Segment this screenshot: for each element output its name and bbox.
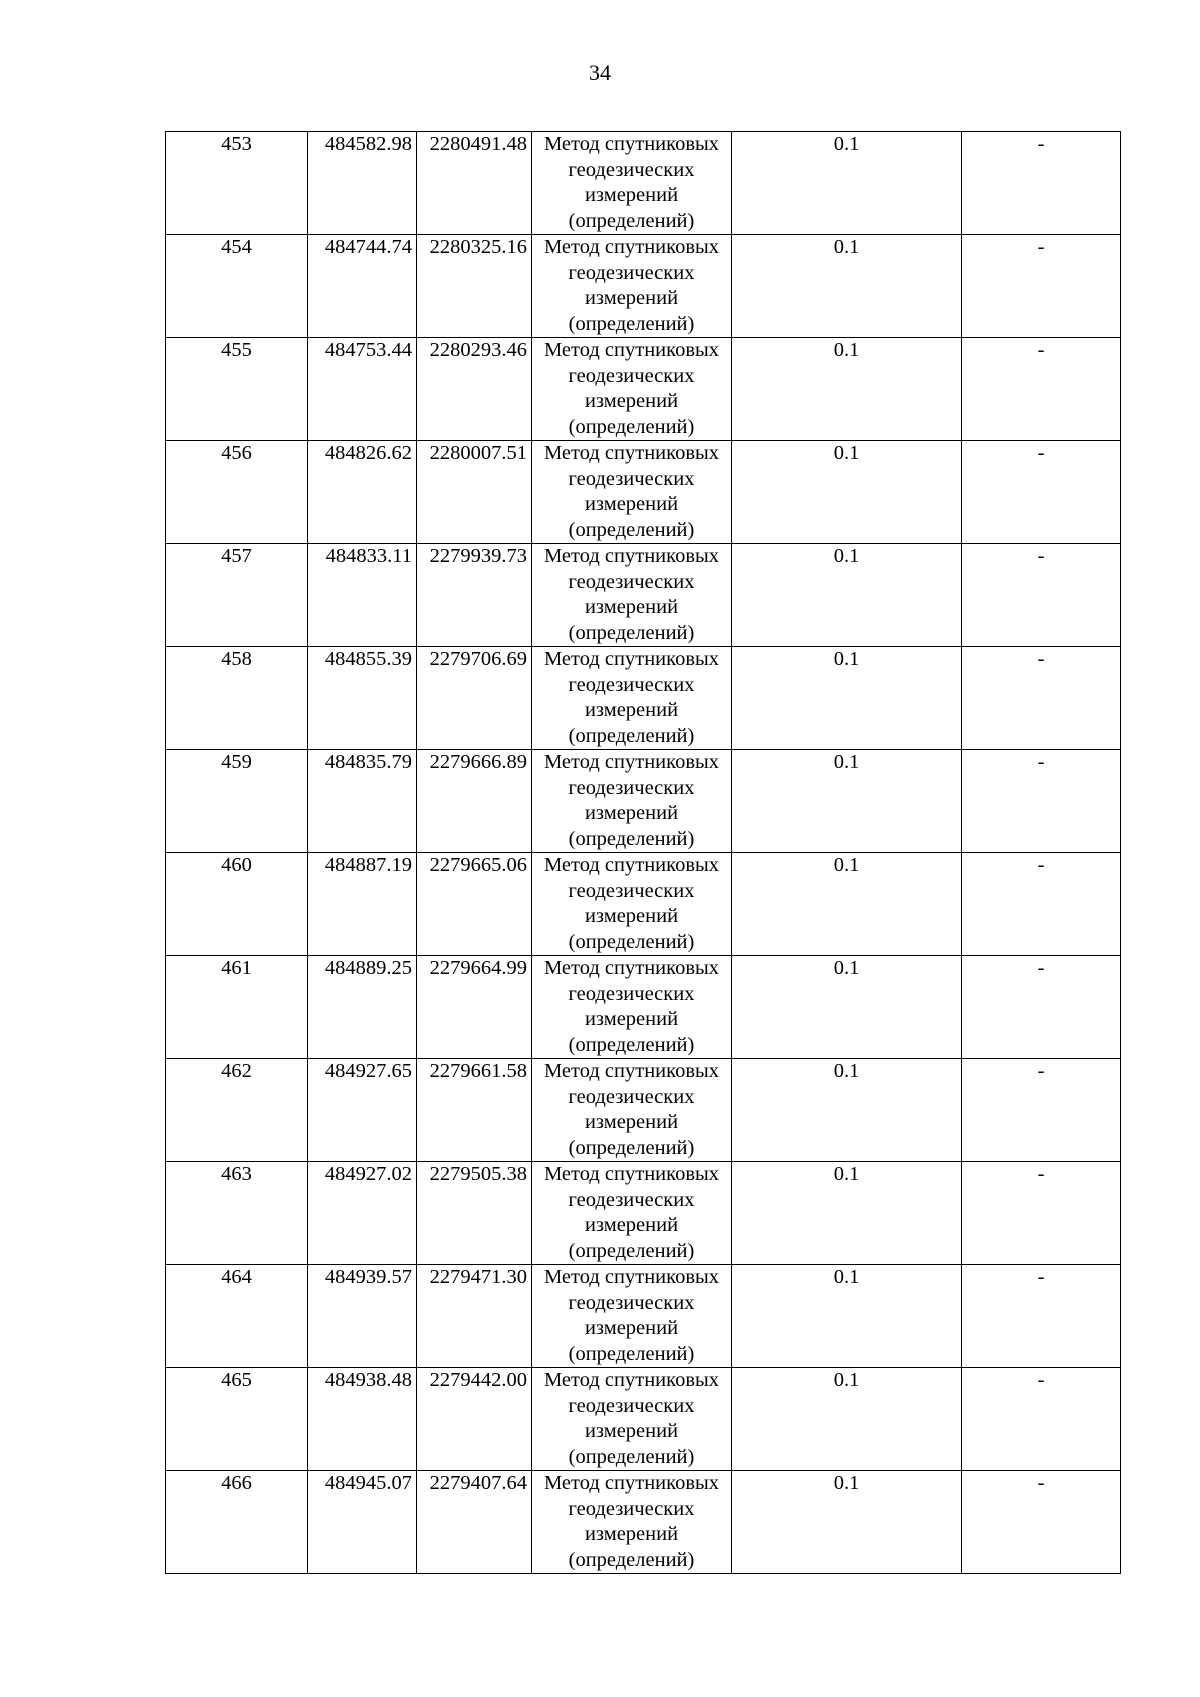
table-row bbox=[166, 1471, 1121, 1574]
table-row bbox=[166, 1059, 1121, 1162]
point-number-cell: 461 bbox=[166, 956, 308, 1059]
method-cell: Метод спутниковых геодезических измерений (определений) bbox=[532, 1471, 732, 1574]
point-number-cell: 463 bbox=[166, 1162, 308, 1265]
point-number-cell: 453 bbox=[166, 132, 308, 235]
method-cell: Метод спутниковых геодезических измерений (определений) bbox=[532, 750, 732, 853]
method-cell: Метод спутниковых геодезических измерений (определений) bbox=[532, 1265, 732, 1368]
point-number-cell: 459 bbox=[166, 750, 308, 853]
x-coordinate-cell: 484887.19 bbox=[308, 853, 417, 956]
note-cell: - bbox=[962, 1265, 1121, 1368]
method-cell: Метод спутниковых геодезических измерений (определений) bbox=[532, 1059, 732, 1162]
x-coordinate-cell: 484744.74 bbox=[308, 235, 417, 338]
y-coordinate-cell: 2279661.58 bbox=[417, 1059, 532, 1162]
note-cell: - bbox=[962, 647, 1121, 750]
y-coordinate-cell: 2279706.69 bbox=[417, 647, 532, 750]
note-cell: - bbox=[962, 1059, 1121, 1162]
table-row bbox=[166, 647, 1121, 750]
note-cell: - bbox=[962, 1368, 1121, 1471]
method-cell: Метод спутниковых геодезических измерений (определений) bbox=[532, 544, 732, 647]
x-coordinate-cell: 484889.25 bbox=[308, 956, 417, 1059]
method-cell: Метод спутниковых геодезических измерений (определений) bbox=[532, 853, 732, 956]
note-cell: - bbox=[962, 338, 1121, 441]
table-row bbox=[166, 235, 1121, 338]
y-coordinate-cell: 2280293.46 bbox=[417, 338, 532, 441]
y-coordinate-cell: 2279471.30 bbox=[417, 1265, 532, 1368]
note-cell: - bbox=[962, 956, 1121, 1059]
y-coordinate-cell: 2279442.00 bbox=[417, 1368, 532, 1471]
table-row bbox=[166, 338, 1121, 441]
note-cell: - bbox=[962, 750, 1121, 853]
coordinates-table bbox=[165, 131, 1121, 1574]
note-cell: - bbox=[962, 1162, 1121, 1265]
accuracy-cell: 0.1 bbox=[732, 132, 962, 235]
page-number: 34 bbox=[589, 60, 611, 85]
table-row bbox=[166, 1368, 1121, 1471]
accuracy-cell: 0.1 bbox=[732, 1471, 962, 1574]
accuracy-cell: 0.1 bbox=[732, 750, 962, 853]
x-coordinate-cell: 484938.48 bbox=[308, 1368, 417, 1471]
table-row bbox=[166, 1265, 1121, 1368]
y-coordinate-cell: 2279939.73 bbox=[417, 544, 532, 647]
accuracy-cell: 0.1 bbox=[732, 338, 962, 441]
accuracy-cell: 0.1 bbox=[732, 235, 962, 338]
method-cell: Метод спутниковых геодезических измерений (определений) bbox=[532, 338, 732, 441]
point-number-cell: 458 bbox=[166, 647, 308, 750]
method-cell: Метод спутниковых геодезических измерений (определений) bbox=[532, 132, 732, 235]
point-number-cell: 462 bbox=[166, 1059, 308, 1162]
x-coordinate-cell: 484833.11 bbox=[308, 544, 417, 647]
x-coordinate-cell: 484927.02 bbox=[308, 1162, 417, 1265]
accuracy-cell: 0.1 bbox=[732, 1265, 962, 1368]
table-row bbox=[166, 1162, 1121, 1265]
table-row bbox=[166, 750, 1121, 853]
x-coordinate-cell: 484939.57 bbox=[308, 1265, 417, 1368]
y-coordinate-cell: 2279407.64 bbox=[417, 1471, 532, 1574]
y-coordinate-cell: 2280491.48 bbox=[417, 132, 532, 235]
coordinates-table-body bbox=[166, 132, 1121, 1574]
method-cell: Метод спутниковых геодезических измерений (определений) bbox=[532, 647, 732, 750]
table-row bbox=[166, 853, 1121, 956]
point-number-cell: 466 bbox=[166, 1471, 308, 1574]
accuracy-cell: 0.1 bbox=[732, 853, 962, 956]
x-coordinate-cell: 484826.62 bbox=[308, 441, 417, 544]
note-cell: - bbox=[962, 132, 1121, 235]
y-coordinate-cell: 2280325.16 bbox=[417, 235, 532, 338]
x-coordinate-cell: 484835.79 bbox=[308, 750, 417, 853]
table-row bbox=[166, 132, 1121, 235]
accuracy-cell: 0.1 bbox=[732, 441, 962, 544]
point-number-cell: 457 bbox=[166, 544, 308, 647]
accuracy-cell: 0.1 bbox=[732, 956, 962, 1059]
note-cell: - bbox=[962, 441, 1121, 544]
x-coordinate-cell: 484855.39 bbox=[308, 647, 417, 750]
table-row bbox=[166, 441, 1121, 544]
method-cell: Метод спутниковых геодезических измерений (определений) bbox=[532, 956, 732, 1059]
x-coordinate-cell: 484945.07 bbox=[308, 1471, 417, 1574]
point-number-cell: 456 bbox=[166, 441, 308, 544]
y-coordinate-cell: 2279664.99 bbox=[417, 956, 532, 1059]
point-number-cell: 454 bbox=[166, 235, 308, 338]
table-row bbox=[166, 956, 1121, 1059]
x-coordinate-cell: 484582.98 bbox=[308, 132, 417, 235]
accuracy-cell: 0.1 bbox=[732, 1368, 962, 1471]
y-coordinate-cell: 2279665.06 bbox=[417, 853, 532, 956]
note-cell: - bbox=[962, 1471, 1121, 1574]
method-cell: Метод спутниковых геодезических измерений (определений) bbox=[532, 1368, 732, 1471]
method-cell: Метод спутниковых геодезических измерений (определений) bbox=[532, 1162, 732, 1265]
point-number-cell: 460 bbox=[166, 853, 308, 956]
x-coordinate-cell: 484927.65 bbox=[308, 1059, 417, 1162]
y-coordinate-cell: 2279666.89 bbox=[417, 750, 532, 853]
note-cell: - bbox=[962, 544, 1121, 647]
method-cell: Метод спутниковых геодезических измерений (определений) bbox=[532, 441, 732, 544]
point-number-cell: 464 bbox=[166, 1265, 308, 1368]
method-cell: Метод спутниковых геодезических измерений (определений) bbox=[532, 235, 732, 338]
table-row bbox=[166, 544, 1121, 647]
note-cell: - bbox=[962, 853, 1121, 956]
y-coordinate-cell: 2279505.38 bbox=[417, 1162, 532, 1265]
y-coordinate-cell: 2280007.51 bbox=[417, 441, 532, 544]
accuracy-cell: 0.1 bbox=[732, 1059, 962, 1162]
accuracy-cell: 0.1 bbox=[732, 1162, 962, 1265]
point-number-cell: 465 bbox=[166, 1368, 308, 1471]
note-cell: - bbox=[962, 235, 1121, 338]
x-coordinate-cell: 484753.44 bbox=[308, 338, 417, 441]
point-number-cell: 455 bbox=[166, 338, 308, 441]
accuracy-cell: 0.1 bbox=[732, 544, 962, 647]
accuracy-cell: 0.1 bbox=[732, 647, 962, 750]
